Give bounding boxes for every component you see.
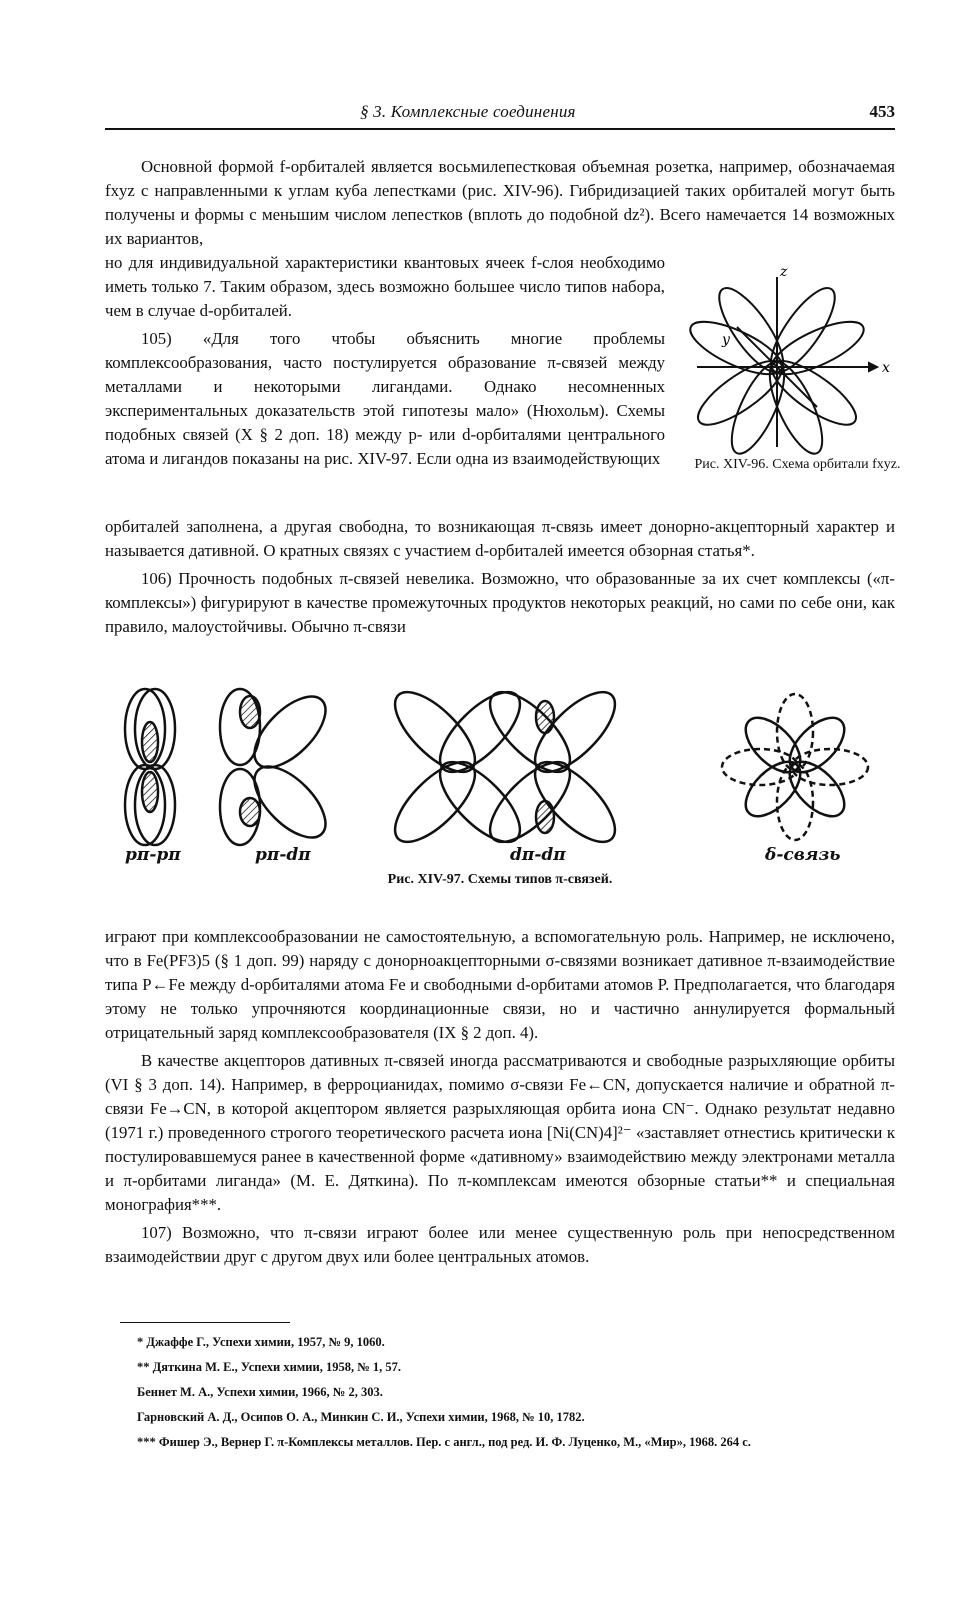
label-p-pi-p-pi: pπ-pπ <box>125 845 181 865</box>
label-delta-bond: δ-связь <box>765 845 841 865</box>
label-p-pi-d-pi: pπ-dπ <box>255 845 311 865</box>
paragraph-side <box>105 251 665 471</box>
diagram-d-pi-d-pi <box>356 682 628 854</box>
footnote-rule <box>120 1322 290 1323</box>
footnote: ** Дяткина М. Е., Успехи химии, 1958, № 1, 57. <box>137 1360 402 1374</box>
paragraph-text: орбиталей заполнена, а другая свободна, то возникающая π-связь имеет донорно-акцепторный характер и называется дативной. О кратных связях с участием d-орбиталей имеется обзорная статья*. <box>105 517 895 560</box>
main-text-lower <box>105 925 895 1269</box>
axis-label-x: x <box>882 360 890 376</box>
figure-xiv-97 <box>105 682 895 872</box>
paragraph-f-orbitals <box>105 155 895 251</box>
running-header <box>105 100 895 130</box>
diagram-p-pi-p-pi <box>125 689 175 845</box>
footnote: * Джаффе Г., Успехи химии, 1957, № 9, 1060. <box>137 1335 385 1349</box>
label-d-pi-d-pi: dπ-dπ <box>510 845 566 865</box>
paragraph-105: 105) «Для того чтобы объяснить многие проблемы комплексообразования, часто постулируется образование π-связей между металлами и некоторыми лигандами. Однако несомненных экспериментальных доказательств этой гипотезы мало» (Нюхольм). Схемы подобных связей (X § 2 доп. 18) между p- или d-орбиталями центрального атома и лигандов показаны на рис. XIV-97. Если одна из взаимодействующих <box>105 329 665 468</box>
footnotes <box>105 1330 895 1455</box>
diagram-p-pi-d-pi <box>220 685 337 850</box>
section-title: § 3. Комплексные соединения <box>360 102 576 121</box>
figure-97-caption: Рис. XIV-97. Схемы типов π-связей. <box>387 872 613 887</box>
paragraph-106: 106) Прочность подобных π-связей невелика. Возможно, что образованные за их счет комплексы («π-комплексы») фигурируют в качестве промежуточных продуктов некоторых реакций, но сами по себе они, как правило, малоустойчивы. Обычно π-связи <box>105 569 895 636</box>
footnote: Гарновский А. Д., Осипов О. А., Минкин С. И., Успехи химии, 1968, № 10, 1782. <box>137 1410 585 1424</box>
axis-label-y: y <box>722 332 730 348</box>
paragraph-after-figure: играют при комплексообразовании не самостоятельную, а вспомогательную роль. Например, не исключено, что в Fe(PF3)5 (§ 1 доп. 99) наряду с донорноакцепторными σ-связями возникает дативное π-взаимодействие типа P←Fe между d-орбиталями атома Fe и свободными d-орбитами атомов P. Предполагается, что благодаря этому не только упрочняются координационные связи, но и частично аннулируется формальный отрицательный заряд комплексообразователя (IX § 2 доп. 4). <box>105 927 895 1042</box>
header-rule <box>105 128 895 130</box>
paragraph-text: Основной формой f-орбиталей является восьмилепестковая объемная розетка, например, обозначаемая fxyz с направленными к углам куба лепестками (рис. XIV-96). Гибридизацией таких орбиталей могут быть получены и формы с меньшим числом лепестков (вплоть до подобной dz²). Всего намечается 14 возможных их вариантов, <box>105 157 895 248</box>
footnote: Беннет М. А., Успехи химии, 1966, № 2, 303. <box>137 1385 383 1399</box>
paragraph-acceptors: В качестве акцепторов дативных π-связей иногда рассматриваются и свободные разрыхляющие орбиты (VI § 3 доп. 14). Например, в ферроцианидах, помимо σ-связи Fe←CN, допускается наличие и обратной π-связи Fe→CN, в которой акцептором является разрыхляющая орбита иона CN⁻. Однако результат недавно (1971 г.) проведенного строгого теоретического расчета иона [Ni(CN)4]²⁻ «заставляет отнестись критически к постулировавшемуся ранее в качественной форме «дативному» взаимодействию между электронами металла и π-орбитами лиганда» (М. Е. Дяткина). По π-комплексам имеются обзорные статьи** и специальная монография***. <box>105 1051 895 1214</box>
page-number: 453 <box>869 102 895 121</box>
paragraph-text: но для индивидуальной характеристики квантовых ячеек f-слоя необходимо иметь только 7. Таким образом, здесь возможно большее число типов набора, чем в случае d-орбиталей. <box>105 253 665 320</box>
diagram-delta-bond <box>722 694 868 840</box>
axis-label-z: z <box>780 264 788 280</box>
paragraph-105-continued <box>105 515 895 639</box>
paragraph-107: 107) Возможно, что π-связи играют более или менее существенную роль при непосредственном взаимодействии друг с другом двух или более центральных атомов. <box>105 1223 895 1266</box>
footnote: *** Фишер Э., Вернер Г. π-Комплексы металлов. Пер. с англ., под ред. И. Ф. Луценко, М., «Мир», 1968. 264 с. <box>137 1435 751 1449</box>
figure-96-caption: Рис. XIV-96. Схема орбитали fxyz. <box>694 457 901 472</box>
